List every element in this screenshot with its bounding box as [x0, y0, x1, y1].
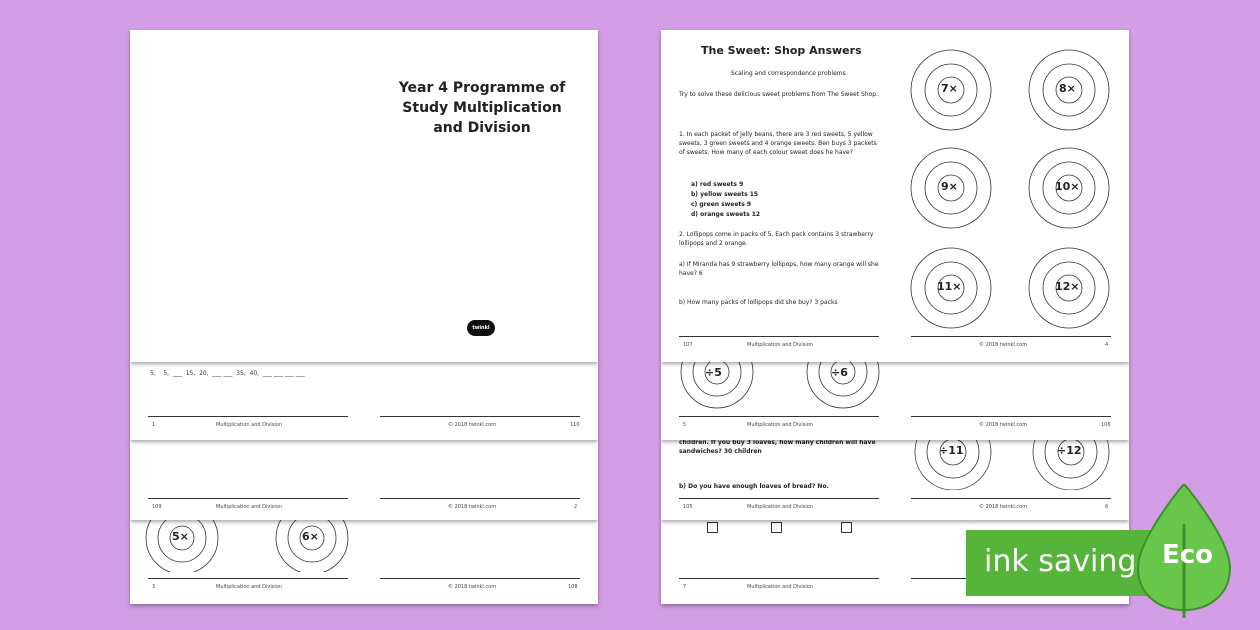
footer-copyright: © 2018 twinkl.com [448, 584, 497, 590]
left-sheet-4 [130, 520, 598, 604]
intro-text: Try to solve these delicious sweet problems from The Sweet Shop. [679, 91, 878, 98]
footer-rule [380, 498, 580, 499]
ink-saving-text: ink saving [984, 544, 1137, 579]
wheel-label: ÷11 [939, 444, 964, 457]
footer-rule [911, 498, 1111, 499]
footer-copyright: © 2018 twinkl.com [448, 422, 497, 428]
footer-title: Multiplication and Division [216, 504, 282, 510]
wheel-label: 5× [172, 530, 189, 543]
footer-copyright: © 2018 twinkl.com [448, 504, 497, 510]
question-2a: a) If Miranda has 9 strawberry lollipops, how many orange will she have? 6 [679, 261, 879, 277]
footer-page-left: 1 [152, 422, 156, 428]
question-2b: b) How many packs of lollipops did she buy? 3 packs [679, 299, 838, 306]
footer-page-right: 108 [568, 584, 578, 590]
wheel-label: 10× [1055, 180, 1080, 193]
footer-copyright: © 2018 twinkl.com [979, 422, 1028, 428]
footer-page-right: 110 [570, 422, 580, 428]
footer-page-right: 2 [574, 504, 578, 510]
footer-rule [380, 578, 580, 579]
wheel-5x [144, 520, 220, 576]
footer-page-left: 107 [683, 342, 693, 348]
footer-rule [911, 336, 1111, 337]
footer-page-left: 109 [152, 504, 162, 510]
wheel-6x [274, 520, 350, 576]
answer-box [841, 522, 852, 533]
footer-rule [148, 578, 348, 579]
left-sheet-2 [130, 362, 598, 440]
cover-title [392, 78, 572, 138]
footer-page-right: 4 [1105, 342, 1109, 348]
footer-rule [679, 336, 879, 337]
footer-page-left: 3 [152, 584, 156, 590]
answers-title: The Sweet: Shop Answers [701, 44, 862, 57]
answer-a: a) red sweets 9 [691, 181, 744, 188]
wheel-label: 12× [1055, 280, 1080, 293]
wheel-label: 7× [941, 82, 958, 95]
wheel-label: ÷5 [705, 366, 722, 379]
wheel-label: 8× [1059, 82, 1076, 95]
twinkl-logo: twinkl [467, 320, 495, 336]
footer-rule [380, 416, 580, 417]
cover-title-line: Study Multiplication [402, 100, 562, 116]
wheel-label: ÷6 [831, 366, 848, 379]
right-sheet-3 [661, 440, 1129, 520]
answers-subtitle: Scaling and correspondence problems [731, 70, 846, 77]
cover-title-line: and Division [433, 120, 531, 136]
question-1: 1. In each packet of jelly beans, there are 3 red sweets, 5 yellow sweets, 3 green sweets and 4 orange sweets. Ben buys 3 packets of sweets. How many of each colour sweet does he have? [679, 131, 877, 156]
answer-boxes [701, 522, 901, 534]
footer-title: Multiplication and Division [216, 584, 282, 590]
footer-title: Multiplication and Division [747, 584, 813, 590]
footer-rule [911, 416, 1111, 417]
footer-page-left: 7 [683, 584, 687, 590]
footer-title: Multiplication and Division [747, 504, 813, 510]
question-text: children. If you buy 3 loaves, how many children will have sandwiches? 30 children [679, 440, 876, 455]
footer-page-left: 105 [683, 504, 693, 510]
footer-rule [679, 498, 879, 499]
footer-page-right: 106 [1101, 422, 1111, 428]
answer-box [771, 522, 782, 533]
wheel-label: 11× [937, 280, 962, 293]
wheel-label: 6× [302, 530, 319, 543]
footer-title: Multiplication and Division [747, 422, 813, 428]
right-answers-sheet [661, 30, 1129, 362]
cover-title-line: Year 4 Programme of [398, 80, 566, 96]
footer-page-left: 5 [683, 422, 687, 428]
question-text: b) Do you have enough loaves of bread? No. [679, 483, 829, 490]
wheel-label: ÷12 [1057, 444, 1082, 457]
answer-box [707, 522, 718, 533]
question-2: 2. Lollipops come in packs of 5. Each pack contains 3 strawberry lollipops and 2 orange. [679, 231, 874, 247]
right-sheet-2 [661, 362, 1129, 440]
footer-title: Multiplication and Division [747, 342, 813, 348]
footer-rule [679, 416, 879, 417]
number-sequence: 5, 5, ___ 15, 20, ___ ___ 35, 40, ___ ___ ___ ___ [150, 370, 305, 377]
left-sheet-3 [130, 440, 598, 520]
answer-d: d) orange sweets 12 [691, 211, 761, 218]
footer-rule [148, 498, 348, 499]
wheel-label: 9× [941, 180, 958, 193]
eco-label: Eco [1162, 540, 1214, 570]
footer-copyright: © 2018 twinkl.com [979, 342, 1028, 348]
answer-c: c) green sweets 9 [691, 201, 752, 208]
footer-rule [679, 578, 879, 579]
answer-b: b) yellow sweets 15 [691, 191, 759, 198]
footer-title: Multiplication and Division [216, 422, 282, 428]
footer-rule [148, 416, 348, 417]
left-cover-sheet [130, 30, 598, 362]
footer-page-right: 6 [1105, 504, 1109, 510]
footer-copyright: © 2018 twinkl.com [979, 504, 1028, 510]
